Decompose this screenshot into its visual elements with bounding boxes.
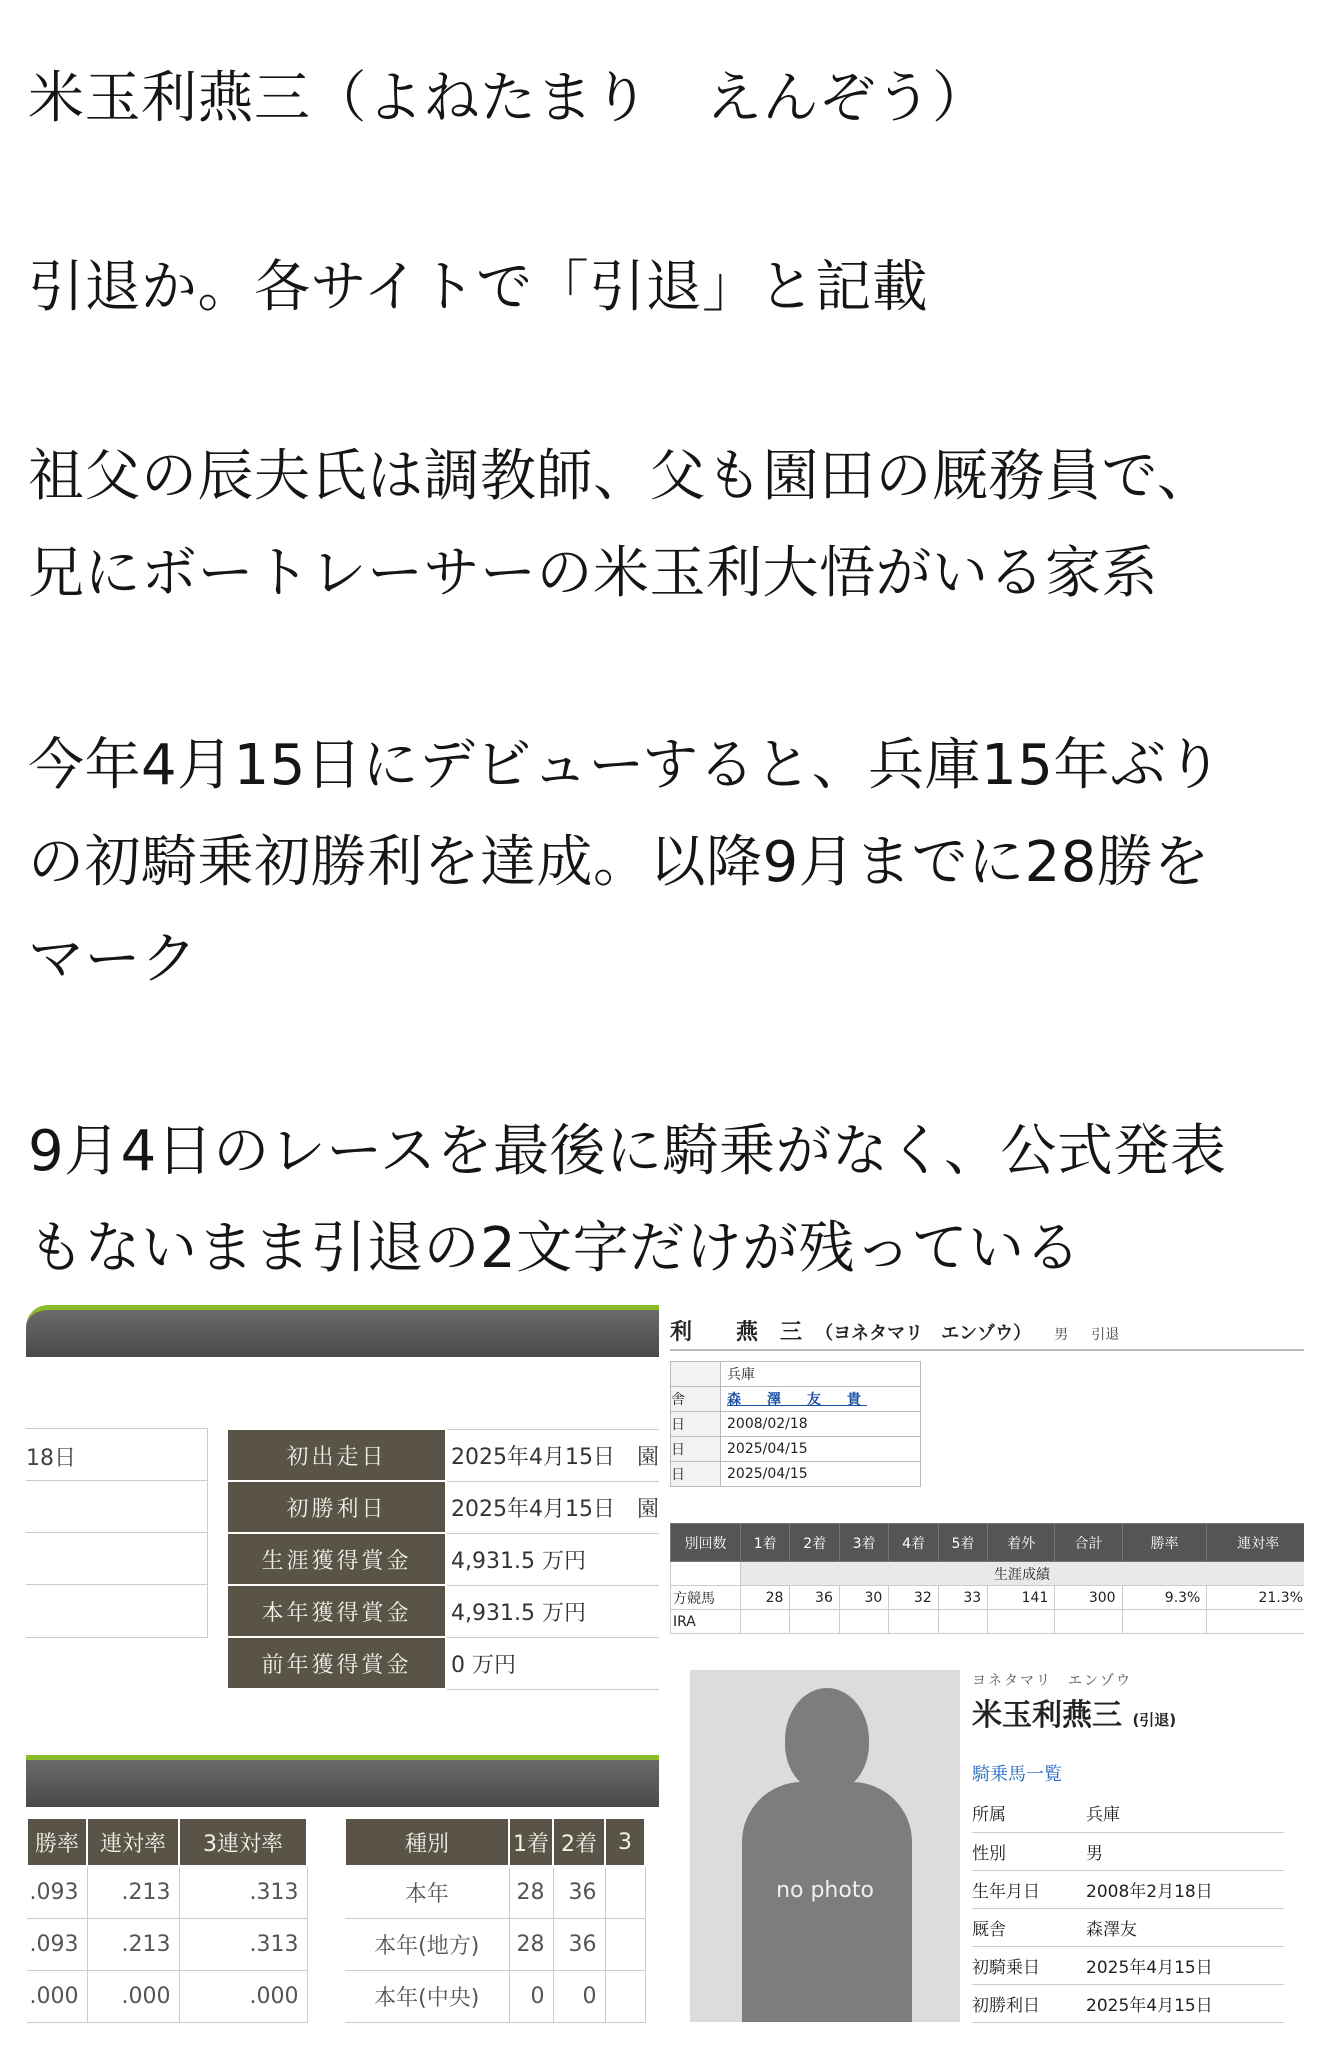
section-bar [26, 1305, 659, 1357]
cell [671, 1562, 741, 1586]
cell: 36 [790, 1586, 839, 1610]
screenshot-earnings [26, 1305, 659, 1695]
col-header: 2着 [553, 1818, 605, 1866]
row-key: 日 [671, 1437, 721, 1462]
text-line: 祖父の辰夫氏は調教師、父も園田の厩務員で、 [28, 444, 1214, 509]
cell [1055, 1610, 1122, 1634]
table-row [27, 1970, 307, 2022]
cell: 32 [889, 1586, 938, 1610]
cell: .093 [27, 1918, 87, 1970]
table-caption: 生涯成績 [741, 1562, 1305, 1586]
row-value: 2008年2月18日 [1086, 1870, 1284, 1908]
cell: IRA [671, 1610, 741, 1634]
cell: 300 [1055, 1586, 1122, 1610]
post-body [28, 0, 1298, 1297]
col-header: 別回数 [671, 1524, 741, 1562]
left-partial-table [26, 1428, 208, 1638]
row-value: 兵庫 [1086, 1794, 1284, 1832]
cell [605, 1918, 645, 1970]
table-row [227, 1481, 659, 1533]
row-key: 所属 [972, 1794, 1086, 1832]
row-key: 性別 [972, 1832, 1086, 1870]
col-header: 1着 [509, 1818, 553, 1866]
cell: .000 [179, 1970, 307, 2022]
cell: .213 [87, 1866, 179, 1918]
cell: 本年 [345, 1866, 509, 1918]
row-value: 0 万円 [446, 1637, 659, 1689]
cell [741, 1610, 790, 1634]
row-key: 舎 [671, 1387, 721, 1412]
text-line: 引退か。各サイトで「引退」と記載 [28, 255, 929, 320]
jockey-sex: 男 [1054, 1327, 1069, 1343]
top-spacer [28, 0, 1298, 50]
cell [988, 1610, 1055, 1634]
no-photo-label: no photo [776, 1878, 874, 1903]
career-stats-table [670, 1523, 1304, 1634]
profile-info-table [670, 1361, 921, 1487]
table-caption-row [671, 1562, 1305, 1586]
cell [605, 1970, 645, 2022]
col-header: 3連対率 [179, 1818, 307, 1866]
col-header: 2着 [790, 1524, 839, 1562]
row-value: 2025年4月15日 園 [446, 1481, 659, 1533]
row-key: 初勝利日 [227, 1481, 446, 1533]
table-cell [26, 1533, 207, 1585]
table-row [27, 1866, 307, 1918]
screenshot-profile-card [690, 1670, 1304, 2030]
table-row [972, 1908, 1284, 1946]
cell: .313 [179, 1918, 307, 1970]
table-header-row [345, 1818, 645, 1866]
table-row [227, 1637, 659, 1689]
cell [1207, 1610, 1304, 1634]
para-last-race [28, 1103, 1298, 1297]
text-line: の初騎乗初勝利を達成。以降9月までに28勝を [28, 830, 1210, 895]
para-title [28, 50, 1298, 147]
silhouette-head [785, 1688, 869, 1792]
cell: 9.3% [1122, 1586, 1207, 1610]
cell [889, 1610, 938, 1634]
cell: 30 [839, 1586, 888, 1610]
profile-header [670, 1315, 1304, 1351]
cell [605, 1866, 645, 1918]
text-line: マーク [28, 927, 198, 992]
col-header: 連対率 [1207, 1524, 1304, 1562]
cell: .313 [179, 1866, 307, 1918]
name-text: 米玉利燕三 [972, 1698, 1122, 1733]
table-row [972, 1946, 1284, 1984]
table-row [671, 1462, 921, 1487]
cell: 33 [938, 1586, 987, 1610]
kind-table [344, 1817, 646, 2023]
spacer [28, 336, 1298, 428]
row-value: 2025/04/15 [721, 1437, 921, 1462]
row-value [721, 1387, 921, 1412]
table-header-row [27, 1818, 307, 1866]
cell [790, 1610, 839, 1634]
cell: .213 [87, 1918, 179, 1970]
table-row [671, 1412, 921, 1437]
row-value: 4,931.5 万円 [446, 1533, 659, 1585]
row-key: 生年月日 [972, 1870, 1086, 1908]
row-key: 厩舎 [972, 1908, 1086, 1946]
para-family [28, 428, 1298, 622]
cell: .000 [87, 1970, 179, 2022]
table-row [227, 1533, 659, 1585]
row-value: 2025/04/15 [721, 1462, 921, 1487]
table-row [972, 1870, 1284, 1908]
cell: .093 [27, 1866, 87, 1918]
table-row [671, 1362, 921, 1387]
cell: .000 [27, 1970, 87, 2022]
jockey-name: 利 燕 三 [670, 1320, 803, 1345]
cell: 本年(中央) [345, 1970, 509, 2022]
row-key: 初騎乗日 [972, 1946, 1086, 1984]
section-bar [26, 1755, 659, 1807]
spacer [28, 1008, 1298, 1103]
row-value: 男 [1086, 1832, 1284, 1870]
para-debut [28, 717, 1298, 1008]
row-key: 日 [671, 1462, 721, 1487]
col-header: 3着 [839, 1524, 888, 1562]
text-line: 米玉利燕三（よねたまり えんぞう） [28, 66, 989, 131]
cell [839, 1610, 888, 1634]
col-header: 3 [605, 1818, 645, 1866]
cell [1122, 1610, 1207, 1634]
earnings-table [226, 1428, 659, 1690]
row-value: 2025年4月15日 園 [446, 1429, 659, 1481]
table-row [227, 1585, 659, 1637]
cell: 21.3% [1207, 1586, 1304, 1610]
row-value: 兵庫 [721, 1362, 921, 1387]
cell: 28 [741, 1586, 790, 1610]
row-value: 4,931.5 万円 [446, 1585, 659, 1637]
table-row [671, 1586, 1305, 1610]
row-key: 前年獲得賞金 [227, 1637, 446, 1689]
text-line: 兄にボートレーサーの米玉利大悟がいる家系 [28, 541, 1158, 606]
cell: 0 [509, 1970, 553, 2022]
table-header-row [671, 1524, 1305, 1562]
cell: 28 [509, 1866, 553, 1918]
cell: 36 [553, 1918, 605, 1970]
spacer [28, 622, 1298, 717]
row-value: 2025年4月15日 [1086, 1946, 1284, 1984]
table-row [27, 1918, 307, 1970]
status-badge: 引退 [1091, 1327, 1120, 1343]
status-badge: (引退) [1132, 1711, 1177, 1729]
row-key: 生涯獲得賞金 [227, 1533, 446, 1585]
row-key [671, 1362, 721, 1387]
row-key: 本年獲得賞金 [227, 1585, 446, 1637]
para-retire [28, 239, 1298, 336]
avatar [690, 1670, 960, 2022]
cell: 方競馬 [671, 1586, 741, 1610]
table-row [972, 1832, 1284, 1870]
rate-table [26, 1817, 308, 2023]
profile-card-info [972, 1670, 1302, 2023]
text-line: 9月4日のレースを最後に騎乗がなく、公式発表 [28, 1119, 1227, 1184]
table-cell [26, 1481, 207, 1533]
table-row [972, 1794, 1284, 1832]
col-header: 着外 [988, 1524, 1055, 1562]
cell [938, 1610, 987, 1634]
jockey-kana: ヨネタマリ エンゾウ [972, 1673, 1132, 1686]
jockey-kana: （ヨネタマリ エンゾウ） [815, 1323, 1032, 1344]
ridden-horses-link[interactable]: 騎乗馬一覧 [972, 1764, 1062, 1785]
col-header: 合計 [1055, 1524, 1122, 1562]
text-line: 今年4月15日にデビューすると、兵庫15年ぶり [28, 733, 1223, 798]
cell: 141 [988, 1586, 1055, 1610]
cell: 28 [509, 1918, 553, 1970]
row-value: 2008/02/18 [721, 1412, 921, 1437]
table-row [345, 1866, 645, 1918]
row-key: 初出走日 [227, 1429, 446, 1481]
text-line: もないまま引退の2文字だけが残っている [28, 1216, 1082, 1281]
jockey-name [972, 1690, 1302, 1734]
col-header: 1着 [741, 1524, 790, 1562]
table-row [345, 1918, 645, 1970]
row-value: 森澤友 [1086, 1908, 1284, 1946]
table-row [345, 1970, 645, 2022]
col-header: 勝率 [27, 1818, 87, 1866]
col-header: 5着 [938, 1524, 987, 1562]
cell: 0 [553, 1970, 605, 2022]
table-row [227, 1429, 659, 1481]
cell: 36 [553, 1866, 605, 1918]
cell: 本年(地方) [345, 1918, 509, 1970]
table-cell [26, 1585, 207, 1637]
screenshot-official-profile [670, 1305, 1304, 1641]
table-row [671, 1437, 921, 1462]
table-row [671, 1387, 921, 1412]
col-header: 種別 [345, 1818, 509, 1866]
stable-link[interactable]: 森 澤 友 貴 [727, 1392, 867, 1408]
row-value: 2025年4月15日 [1086, 1984, 1284, 2022]
table-row [972, 1984, 1284, 2022]
col-header: 4着 [889, 1524, 938, 1562]
table-row [671, 1610, 1305, 1634]
spacer [28, 147, 1298, 239]
screenshot-rates [26, 1755, 659, 2025]
table-cell: 18日 [26, 1429, 207, 1481]
col-header: 連対率 [87, 1818, 179, 1866]
row-key: 初勝利日 [972, 1984, 1086, 2022]
row-key: 日 [671, 1412, 721, 1437]
profile-card-table [972, 1794, 1284, 2023]
col-header: 勝率 [1122, 1524, 1207, 1562]
